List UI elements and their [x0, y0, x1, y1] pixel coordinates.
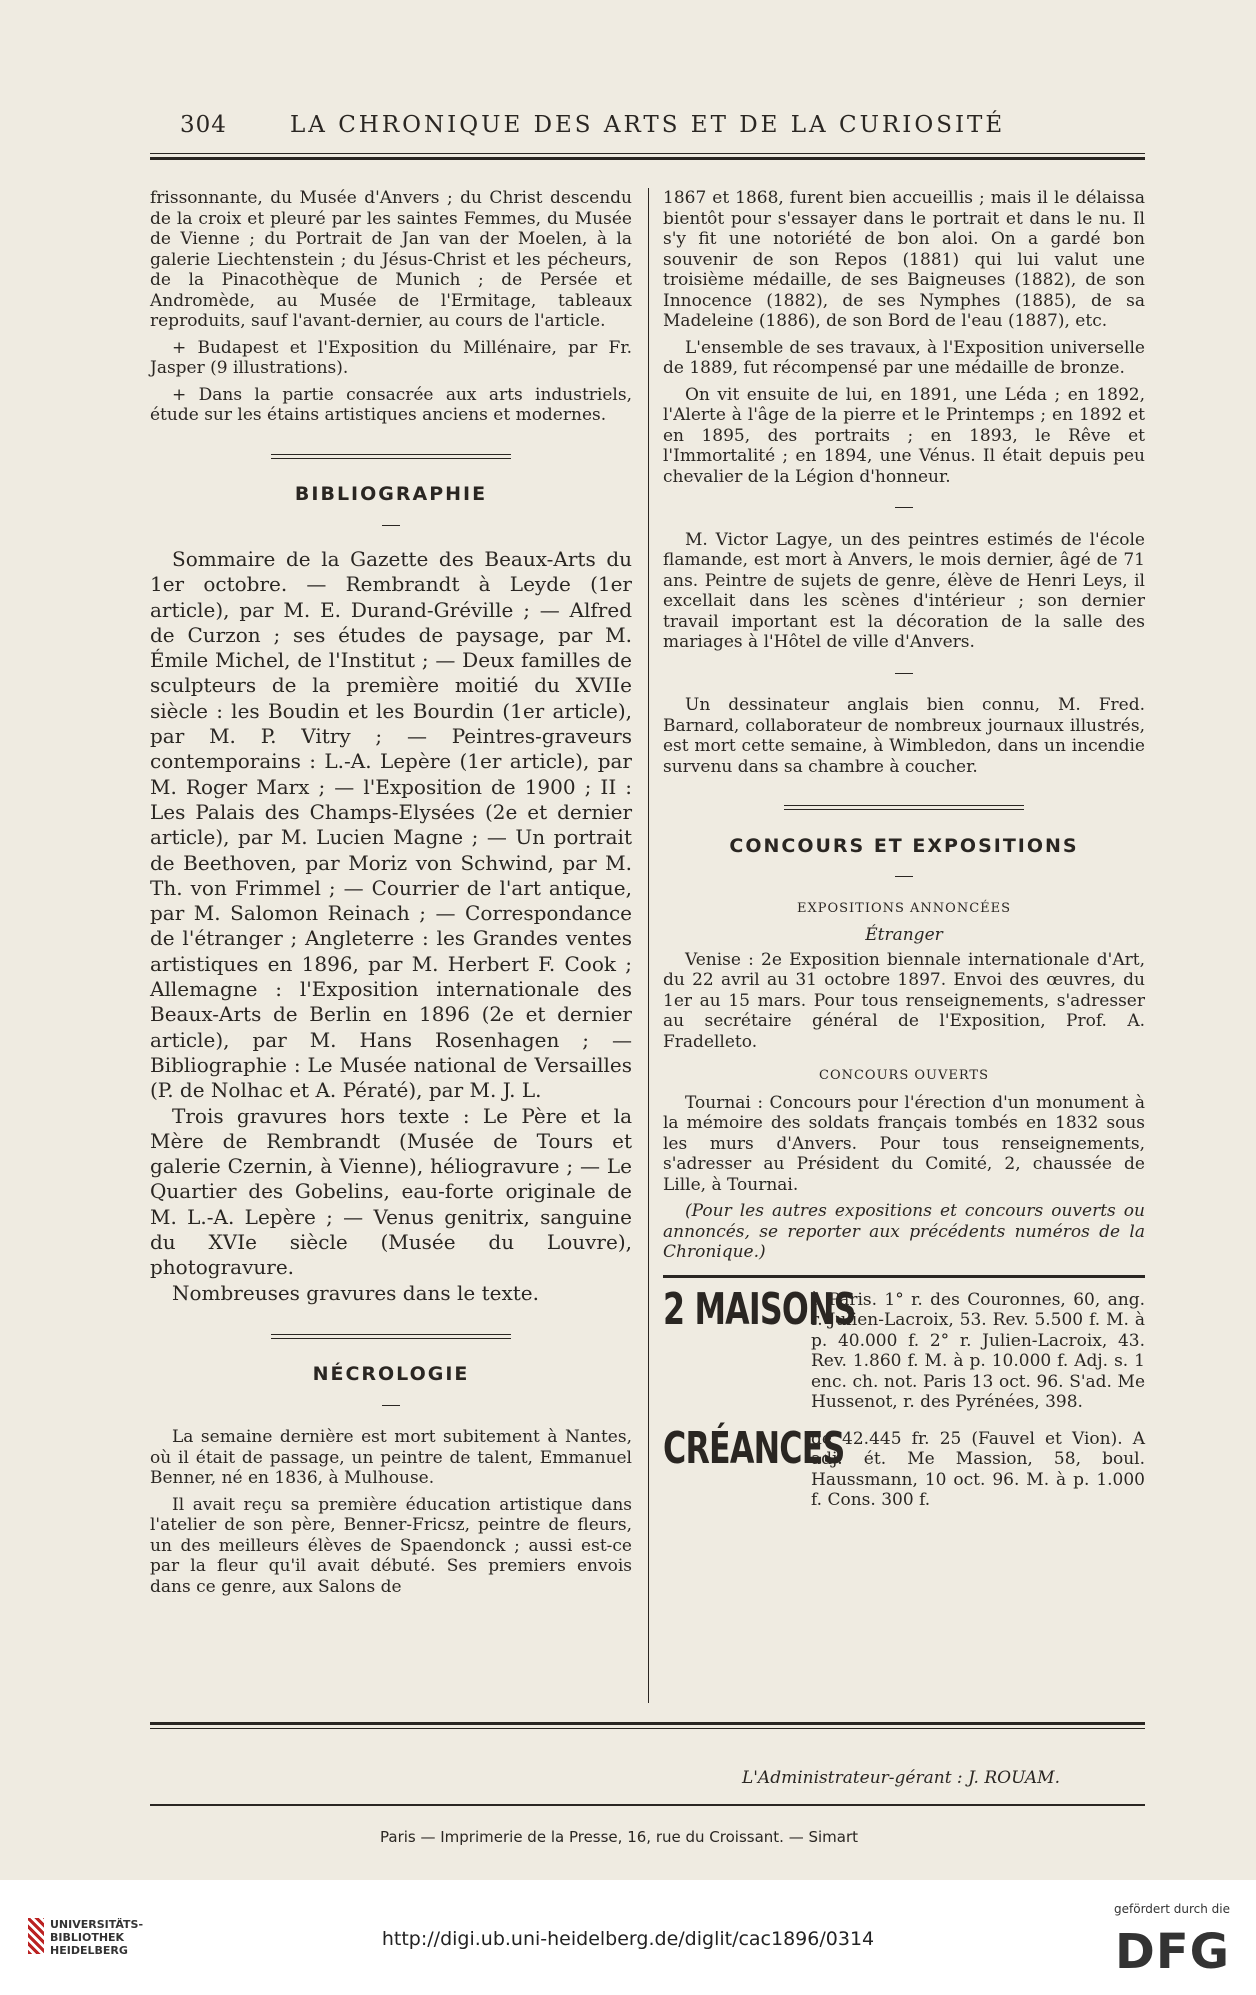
journal-title: LA CHRONIQUE DES ARTS ET DE LA CURIOSITÉ — [290, 112, 1006, 138]
funding-note: gefördert durch die — [1114, 1902, 1230, 1916]
university-library-logo: UNIVERSITÄTS- BIBLIOTHEK HEIDELBERG — [28, 1918, 143, 1957]
ornament-divider — [150, 1324, 632, 1345]
header-rule-thick — [150, 157, 1145, 160]
ad-title: 2 MAISONS — [663, 1283, 856, 1335]
subheading-etranger: Étranger — [865, 925, 943, 945]
rule — [150, 1728, 1145, 1729]
digitization-footer — [0, 1880, 1256, 1995]
column-divider — [648, 188, 649, 1703]
paragraph: L'ensemble de ses travaux, à l'Exposition universelle de 1889, fut récompensé par une médaille de bronze. — [663, 337, 1145, 378]
paragraph: Sommaire de la Gazette des Beaux-Arts du 1er octobre. — Rembrandt à Leyde (1er article), par M. E. Durand-Gréville ; — Alfred de Curzon ; ses études de paysage, par M. Émile Michel, de l'Institut ; — Deux familles de sculpteurs de la première moitié du XVIIe siècle : les Boudin et les Bourdin (1er article), par M. P. Vitry ; — Peintres-graveurs contemporains : L.-A. Lepère (1er article), par M. Roger Marx ; — l'Exposition de 1900 ; II : Les Palais des Champs-Elysées (2e et dernier article), par M. Lucien Magne ; — Un portrait de Beethoven, par Moriz von Schwind, par M. Th. von Frimmel ; — Courrier de l'art antique, par M. Salomon Reinach ; — Correspondance de l'étranger ; Angleterre : les Grandes ventes artistiques en 1896, par M. Herbert F. Cook ; Allemagne : l'Exposition internationale des Beaux-Arts de Berlin en 1896 (2e et dernier article), par M. Hans Rosenhagen ; — Bibliographie : Le Musée national de Versailles (P. de Nolhac et A. Pératé), par M. J. L. — [150, 547, 632, 1103]
section-title-bibliographie: BIBLIOGRAPHIE — [294, 483, 488, 505]
section-title-concours: CONCOURS ET EXPOSITIONS — [729, 834, 1079, 857]
section-title-necrologie: NÉCROLOGIE — [312, 1363, 470, 1386]
bottom-rules — [150, 1722, 1145, 1729]
ad-maisons — [663, 1283, 1145, 1413]
printer-line: Paris — Imprimerie de la Presse, 16, rue du Croissant. — Simart — [380, 1828, 859, 1846]
dash-divider — [150, 1391, 632, 1412]
printer-rule — [150, 1804, 1145, 1806]
ad-title: CRÉANCES — [663, 1422, 845, 1474]
bibliography-body — [150, 547, 632, 1306]
header-rule-thin — [150, 153, 1145, 154]
source-url[interactable]: http://digi.ub.uni-heidelberg.de/diglit/cac1896/0314 — [381, 1928, 875, 1950]
paragraph: Il avait reçu sa première éducation artistique dans l'atelier de son père, Benner-Fricsz, peintre de fleurs, un des meilleurs élèves de Spaendonck ; aussi est-ce par la fleur qu'il avait débuté. Ses premiers envois dans ce genre, aux Salons de — [150, 1494, 632, 1597]
paragraph: 1867 et 1868, furent bien accueillis ; mais il le délaissa bientôt pour s'essayer dans le portrait et dans le nu. Il s'y fit une notoriété de bon aloi. On a gardé bon souvenir de son Repos (1881) qui lui valut une troisième médaille, de ses Baigneuses (1882), de son Innocence (1882), de ses Nymphes (1885), de sa Madeleine (1886), de son Bord de l'eau (1887), etc. — [663, 188, 1145, 331]
paragraph: On vit ensuite de lui, en 1891, une Léda ; en 1892, l'Alerte à l'âge de la pierre et le Printemps ; en 1892 et en 1895, des portraits ; en 1893, le Rêve et l'Immortalité ; en 1894, une Vénus. Il était depuis peu chevalier de la Légion d'honneur. — [663, 384, 1145, 487]
advertisements — [663, 1275, 1145, 1511]
administrator-line: L'Administrateur-gérant : J. ROUAM. — [741, 1768, 1060, 1788]
paragraph: Nombreuses gravures dans le texte. — [172, 1280, 539, 1305]
dash-divider — [663, 659, 1145, 680]
subheading-concours: CONCOURS OUVERTS — [819, 1068, 989, 1083]
ornament-divider — [150, 444, 632, 465]
ad-text: de 42.445 fr. 25 (Fauvel et Vion). A adj. ét. Me Massion, 58, boul. Haussmann, 10 oct. 96. M. à p. 1.000 f. Cons. 300 f. — [811, 1428, 1145, 1510]
running-header — [0, 112, 1256, 142]
page-number: 304 — [180, 112, 227, 138]
paragraph: + Budapest et l'Exposition du Millénaire, par Fr. Jasper (9 illustrations). — [150, 337, 632, 378]
subheading-expositions: EXPOSITIONS ANNONCÉES — [796, 900, 1012, 916]
dfg-logo: DFG — [1114, 1924, 1230, 1980]
right-column — [663, 188, 1145, 1527]
paragraph: Trois gravures hors texte : Le Père et la Mère de Rembrandt (Musée de Tours et galerie Czernin, à Vienne), héliogravure ; — Le Quartier des Gobelins, eau-forte originale de M. L.-A. Lepère ; — Venus genitrix, sanguine du XVIe siècle (Musée du Louvre), photogravure. — [150, 1103, 632, 1280]
ad-creances — [663, 1422, 1145, 1511]
paragraph: frissonnante, du Musée d'Anvers ; du Christ descendu de la croix et pleuré par les saintes Femmes, du Musée de Vienne ; du Portrait de Jan van der Moelen, à la galerie Liechtenstein ; du Jésus-Christ et les pécheurs, de la Pinacothèque de Munich ; de Persée et Andromède, au Musée de l'Ermitage, tableaux reproduits, sauf l'avant-dernier, au cours de l'article. — [150, 188, 632, 331]
editorial-note: (Pour les autres expositions et concours ouverts ou annoncés, se reporter aux précédents numéros de la Chronique.) — [663, 1201, 1145, 1262]
dash-divider — [663, 493, 1145, 514]
paragraph: La semaine dernière est mort subitement à Nantes, où il était de passage, un peintre de talent, Emmanuel Benner, né en 1836, à Mulhouse. — [150, 1427, 632, 1489]
dash-divider — [150, 511, 632, 532]
ornament-divider — [663, 795, 1145, 816]
paragraph-tournai: Tournai : Concours pour l'érection d'un monument à la mémoire des soldats français tombés en 1832 sous les murs d'Anvers. Pour tous renseignements, s'adresser au Président du Comité, 2, chaussée de Lille, à Tournai. — [663, 1092, 1145, 1195]
paragraph: Un dessinateur anglais bien connu, M. Fred. Barnard, collaborateur de nombreux journaux illustrés, est mort cette semaine, à Wimbledon, dans un incendie survenu dans sa chambre à coucher. — [663, 695, 1145, 777]
ad-text: à Paris. 1° r. des Couronnes, 60, ang. r. Julien-Lacroix, 53. Rev. 5.500 f. M. à p. 40.000 f. 2° r. Julien-Lacroix, 43. Rev. 1.860 f. M. à p. 10.000 f. Adj. s. 1 enc. ch. not. Paris 13 oct. 96. S'ad. Me Hussenot, r. des Pyrénées, 398. — [811, 1289, 1145, 1412]
left-column — [150, 188, 632, 1603]
paragraph: M. Victor Lagye, un des peintres estimés de l'école flamande, est mort à Anvers, le mois dernier, âgé de 71 ans. Peintre de sujets de genre, élève de Henri Leys, il excellait dans les scènes d'intérieur ; son dernier travail important est la décoration de la salle des mariages à l'Hôtel de ville d'Anvers. — [663, 529, 1145, 652]
dash-divider — [663, 862, 1145, 883]
paragraph-venise: Venise : 2e Exposition biennale internationale d'Art, du 22 avril au 31 octobre 1897. Envoi des œuvres, du 1er au 15 mars. Pour tous renseignements, s'adresser au secrétaire général de l'Exposition, Prof. A. Fradelleto. — [663, 949, 1145, 1052]
paragraph: + Dans la partie consacrée aux arts industriels, étude sur les étains artistiques anciens et modernes. — [150, 384, 632, 425]
